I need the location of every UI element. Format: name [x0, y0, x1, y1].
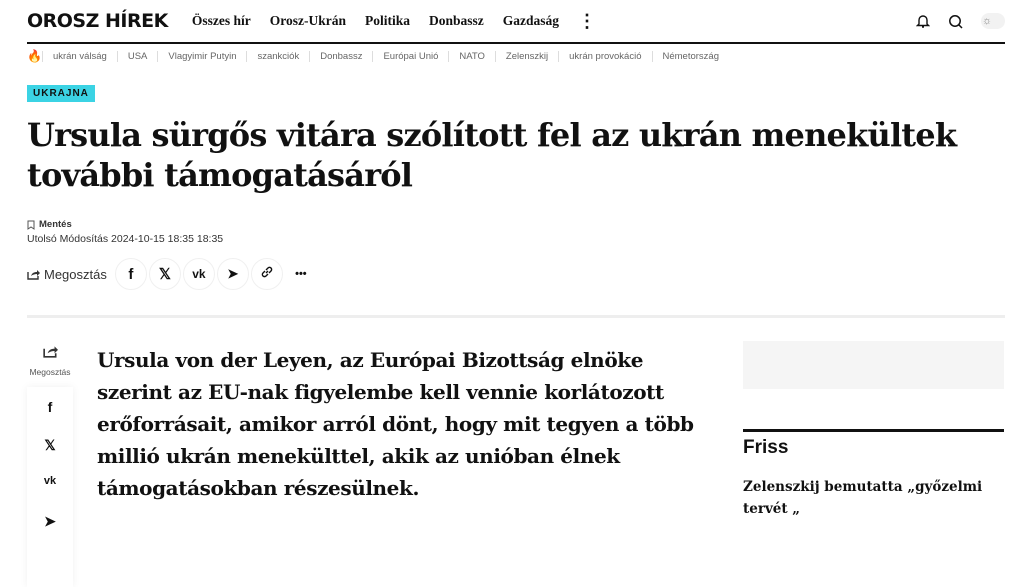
article-lead: Ursula von der Leyen, az Európai Bizottság elnöke szerint az EU-nak figyelembe kell vennie korlátozott erőforrásait, amikor arról dönt, hogy mit tegyen a több millió ukrán menekülttel, akik az unióban élnek támogatásokban részesülnek. [97, 348, 694, 500]
nav-politika[interactable]: Politika [364, 13, 410, 28]
friss-item-link[interactable]: Zelenszkij bemutatta „győzelmi tervét „ [743, 479, 983, 517]
telegram-icon[interactable]: ➤ [44, 513, 56, 529]
more-icon: ••• [295, 268, 307, 280]
theme-toggle[interactable] [981, 13, 1005, 29]
x-share-button[interactable] [149, 258, 181, 290]
share-icon[interactable] [27, 344, 73, 363]
facebook-share-button[interactable] [115, 258, 147, 290]
nav-orosz-ukran[interactable]: Orosz-Ukrán [269, 13, 346, 28]
more-menu-icon[interactable]: ⋮ [578, 11, 596, 31]
search-icon[interactable] [948, 14, 963, 29]
fire-icon: 🔥 [27, 49, 42, 63]
site-header [27, 0, 1005, 44]
sidebar-share-label: Megosztás [29, 367, 71, 377]
tag-link[interactable]: NATO [448, 51, 495, 62]
share-label [27, 267, 107, 282]
facebook-icon[interactable]: f [47, 399, 53, 415]
trending-tags [27, 49, 729, 63]
tag-link[interactable]: Donbassz [309, 51, 372, 62]
facebook-icon: f [128, 265, 134, 283]
vk-share-button[interactable] [183, 258, 215, 290]
bell-icon[interactable] [916, 13, 930, 29]
vk-icon[interactable]: vk [43, 475, 57, 487]
tag-link[interactable]: szankciók [246, 51, 309, 62]
main-nav [192, 12, 578, 30]
site-logo[interactable]: OROSZ HÍREK [27, 10, 168, 32]
save-label: Mentés [39, 219, 72, 230]
nav-gazdasag[interactable]: Gazdaság [502, 13, 559, 28]
tag-link[interactable]: ukrán provokáció [558, 51, 651, 62]
more-share-button[interactable] [285, 258, 317, 290]
ad-placeholder [743, 341, 1004, 389]
share-bar [27, 258, 319, 290]
x-icon[interactable]: 𝕏 [44, 437, 56, 453]
nav-osszes-hir[interactable]: Összes hír [191, 13, 251, 28]
article-title: Ursula sürgős vitára szólított fel az ukrán menekültek további támogatásáról [27, 116, 957, 194]
tag-link[interactable]: Európai Unió [372, 51, 448, 62]
tag-link[interactable]: Németország [652, 51, 730, 62]
tag-link[interactable]: USA [117, 51, 158, 62]
modified-date: Utolsó Módosítás 2024-10-15 18:35 18:35 [27, 233, 224, 245]
friss-heading: Friss [743, 429, 1004, 459]
bookmark-icon [27, 220, 35, 230]
telegram-icon: ➤ [227, 266, 239, 281]
tag-link[interactable]: Zelenszkij [495, 51, 558, 62]
sticky-share-sidebar [27, 344, 73, 587]
share-text: Megosztás [44, 266, 107, 282]
nav-donbassz[interactable]: Donbassz [428, 13, 484, 28]
tag-link[interactable]: ukrán válság [42, 51, 117, 62]
divider [27, 315, 1005, 318]
sun-icon: ☼ [982, 15, 993, 27]
category-badge[interactable]: UKRAJNA [27, 85, 95, 102]
tag-link[interactable]: Vlagyimir Putyin [157, 51, 246, 62]
vk-icon: vk [192, 267, 206, 281]
share-icon [27, 268, 40, 280]
link-icon [260, 265, 274, 283]
x-icon: 𝕏 [158, 266, 171, 283]
telegram-share-button[interactable] [217, 258, 249, 290]
save-button[interactable] [27, 219, 72, 230]
copy-link-button[interactable] [251, 258, 283, 290]
